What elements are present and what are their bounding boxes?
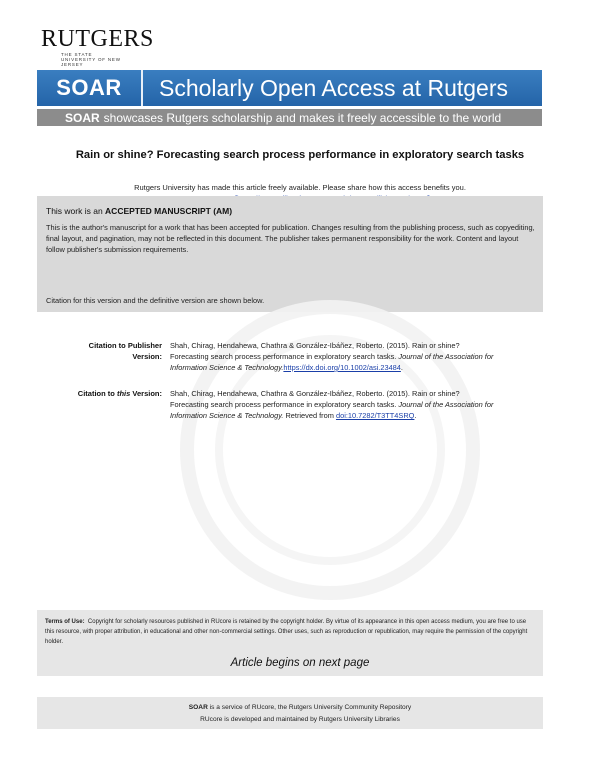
- publisher-label-line-1: Citation to Publisher: [88, 341, 162, 350]
- article-title: Rain or shine? Forecasting search process performance in exploratory search tasks: [75, 149, 525, 161]
- footer-text: [0, 702, 600, 726]
- footer-line-2: RUcore is developed and maintained by Rutgers University Libraries: [200, 716, 400, 723]
- this-end: .: [414, 411, 417, 420]
- this-journal-a: Journal of the Association for: [398, 400, 494, 409]
- intro-line-1: Rutgers University has made this article freely available. Please share how this access benefits you.: [134, 183, 466, 192]
- publisher-journal-a: Journal of the Association for: [398, 352, 494, 361]
- publisher-journal-b: Information Science & Technology.: [170, 363, 284, 372]
- footer-soar: SOAR: [188, 704, 208, 711]
- terms-body: Copyright for scholarly resources published in RUcore is retained by the copyright holder. By virtue of its appearance in this open access medium, you are free to use this resource, with proper attribution, in educational and other non-commercial settings. Other uses, such as reproduction or republication, may require the permission of the copyright holder.: [45, 619, 528, 645]
- tagline-text: showcases Rutgers scholarship and makes it freely accessible to the world: [103, 110, 502, 125]
- this-label-prefix: Citation to: [77, 389, 117, 398]
- this-citation-text: [170, 388, 540, 421]
- am-heading: [46, 206, 232, 216]
- this-label-suffix: Version:: [130, 389, 162, 398]
- logo-wordmark: RUTGERS: [41, 26, 154, 52]
- publisher-citation-text: [170, 340, 540, 373]
- am-body: This is the author's manuscript for a work that has been accepted for publication. Changes resulting from the publishing process, such as copyediting, final layout, and pagination, may not be reflected in this document. The publisher takes permanent responsibility for the work. Content and layout follow publisher's submission requirements.: [46, 223, 535, 254]
- am-heading-bold: ACCEPTED MANUSCRIPT (AM): [105, 206, 233, 216]
- footer-line-1-rest: is a service of RUcore, the Rutgers University Community Repository: [207, 704, 412, 711]
- this-text-line-2: [170, 399, 540, 410]
- soar-banner: [37, 70, 542, 106]
- this-journal-b: Information Science & Technology.: [170, 411, 284, 420]
- next-page-note: Article begins on next page: [230, 657, 370, 669]
- banner-soar-label: SOAR: [37, 70, 143, 106]
- am-citation-note: Citation for this version and the definitive version are shown below.: [46, 296, 265, 305]
- footer-line-1: [0, 702, 600, 714]
- tagline-soar: SOAR: [65, 110, 100, 125]
- this-citation-label: [46, 388, 162, 399]
- publisher-citation-label: [46, 340, 162, 362]
- publisher-text-title: Forecasting search process performance in exploratory search tasks.: [170, 352, 399, 361]
- publisher-text-line-2: [170, 351, 540, 362]
- publisher-doi-link[interactable]: https://dx.doi.org/10.1002/asi.23484: [283, 363, 401, 372]
- banner-title: Scholarly Open Access at Rutgers: [159, 74, 508, 101]
- this-text-title: Forecasting search process performance in exploratory search tasks.: [170, 400, 399, 409]
- publisher-text-line-1: Shah, Chirag, Hendahewa, Chathra & González-Ibáñez, Roberto. (2015). Rain or shine?: [170, 341, 460, 350]
- tagline-bar: [37, 109, 542, 126]
- publisher-label-line-2: Version:: [132, 352, 162, 361]
- logo-subtitle: THE STATE UNIVERSITY OF NEW JERSEY: [61, 52, 121, 67]
- terms-label: Terms of Use:: [45, 619, 85, 625]
- am-heading-prefix: This work is an: [46, 206, 106, 216]
- this-text-line-1: Shah, Chirag, Hendahewa, Chathra & González-Ibáñez, Roberto. (2015). Rain or shine?: [170, 389, 460, 398]
- this-doi-link[interactable]: doi:10.7282/T3TT4SRQ: [335, 411, 415, 420]
- terms-text: [45, 617, 537, 647]
- this-retrieved: Retrieved from: [283, 411, 336, 420]
- rutgers-logo: [41, 27, 154, 67]
- publisher-text-line-3: Information Science & Technology.https://dx.doi.org/10.1002/asi.23484.: [170, 363, 403, 372]
- this-text-line-3: [170, 410, 540, 421]
- this-label-italic: this: [116, 389, 131, 398]
